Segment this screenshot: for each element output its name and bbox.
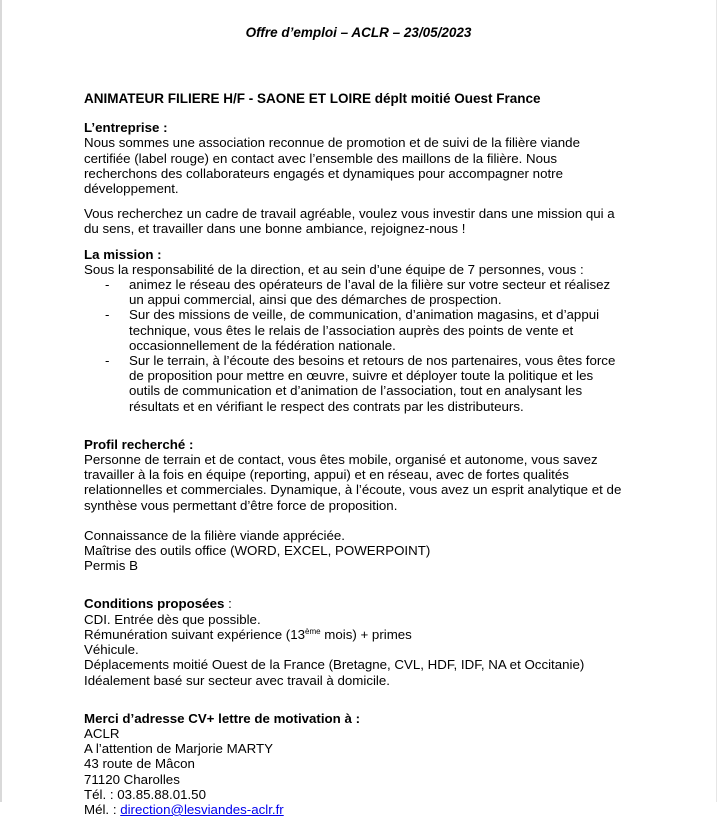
bullet-dash: - [105, 277, 110, 293]
contact-email-line: Mél. : direction@lesviandes-aclr.fr [84, 801, 284, 817]
contact-attention: A l’attention de Marjorie MARTY [84, 741, 273, 757]
bullet-dash: - [105, 353, 110, 369]
conditions-contract: CDI. Entrée dès que possible. [84, 611, 261, 627]
mission-intro: Sous la responsabilité de la direction, et au sein d’une équipe de 7 personnes, vous : [84, 261, 584, 277]
document-header-title: Offre d’emploi – ACLR – 23/05/2023 [245, 25, 472, 40]
job-title: ANIMATEUR FILIERE H/F - SAONE ET LOIRE déplt moitié Ouest France [84, 91, 541, 106]
entreprise-paragraph: Vous recherchez un cadre de travail agréable, voulez vous investir dans une mission qui a du sens, et travailler dans une bonne ambiance, rejoignez-nous ! [84, 206, 615, 237]
mission-item: - animez le réseau des opérateurs de l’aval de la filière sur votre secteur et réalisez un appui commercial, ainsi que des démarches de prospection. [105, 277, 611, 308]
profil-skill: Maîtrise des outils office (WORD, EXCEL, POWERPOINT) [84, 543, 431, 559]
email-link[interactable]: direction@lesviandes-aclr.fr [120, 801, 284, 817]
contact-city: 71120 Charolles [84, 771, 180, 787]
contact-org: ACLR [84, 725, 120, 741]
profil-skill: Connaissance de la filière viande appréciée. [84, 527, 345, 543]
profil-heading: Profil recherché : [84, 436, 194, 452]
contact-heading: Merci d’adresse CV+ lettre de motivation à : [84, 710, 361, 726]
mission-item: - Sur des missions de veille, de communication, d’animation magasins, et d’appui technique, vous êtes le relais de l’association auprès des points de vente et occasionnellement de la fédération nationale. [105, 307, 600, 353]
conditions-travel: Déplacements moitié Ouest de la France (Bretagne, CVL, HDF, IDF, NA et Occitanie) [84, 657, 585, 673]
conditions-vehicle: Véhicule. [84, 642, 139, 658]
conditions-salary: Rémunération suivant expérience (13ème mois) + primes [84, 626, 412, 642]
contact-street: 43 route de Mâcon [84, 756, 195, 772]
profil-skill: Permis B [84, 558, 138, 574]
contact-phone: Tél. : 03.85.88.01.50 [84, 786, 206, 802]
mission-list [84, 277, 624, 414]
document-body [84, 91, 624, 817]
mission-heading: La mission : [84, 246, 162, 262]
page-edge [0, 0, 2, 802]
conditions-location: Idéalement basé sur secteur avec travail à domicile. [84, 672, 390, 688]
entreprise-paragraph: Nous sommes une association reconnue de promotion et de suivi de la filière viande certifiée (label rouge) en contact avec l’ensemble des maillons de la filière. Nous recherchons des collaborateurs engagés et dynamiques pour accompagner notre développement. [84, 135, 580, 197]
conditions-heading: Conditions proposées : [84, 596, 232, 612]
bullet-dash: - [105, 307, 110, 323]
profil-paragraph: Personne de terrain et de contact, vous êtes mobile, organisé et autonome, vous savez travailler à la fois en équipe (reporting, appui) et en réseau, avec de fortes qualités relationnelles et commerciales. Dynamique, à l’écoute, vous avez un esprit analytique et de synthèse vous permettant d’être force de proposition. [84, 452, 622, 513]
entreprise-heading: L’entreprise : [84, 120, 168, 136]
mission-item: - Sur le terrain, à l’écoute des besoins et retours de nos partenaires, vous êtes force de proposition pour mettre en œuvre, suivre et déployer toute la politique et les outils de communication et d’animation de l’association, tout en analysant les résultats et en vérifiant le respect des contrats par les distributeurs. [105, 353, 616, 414]
